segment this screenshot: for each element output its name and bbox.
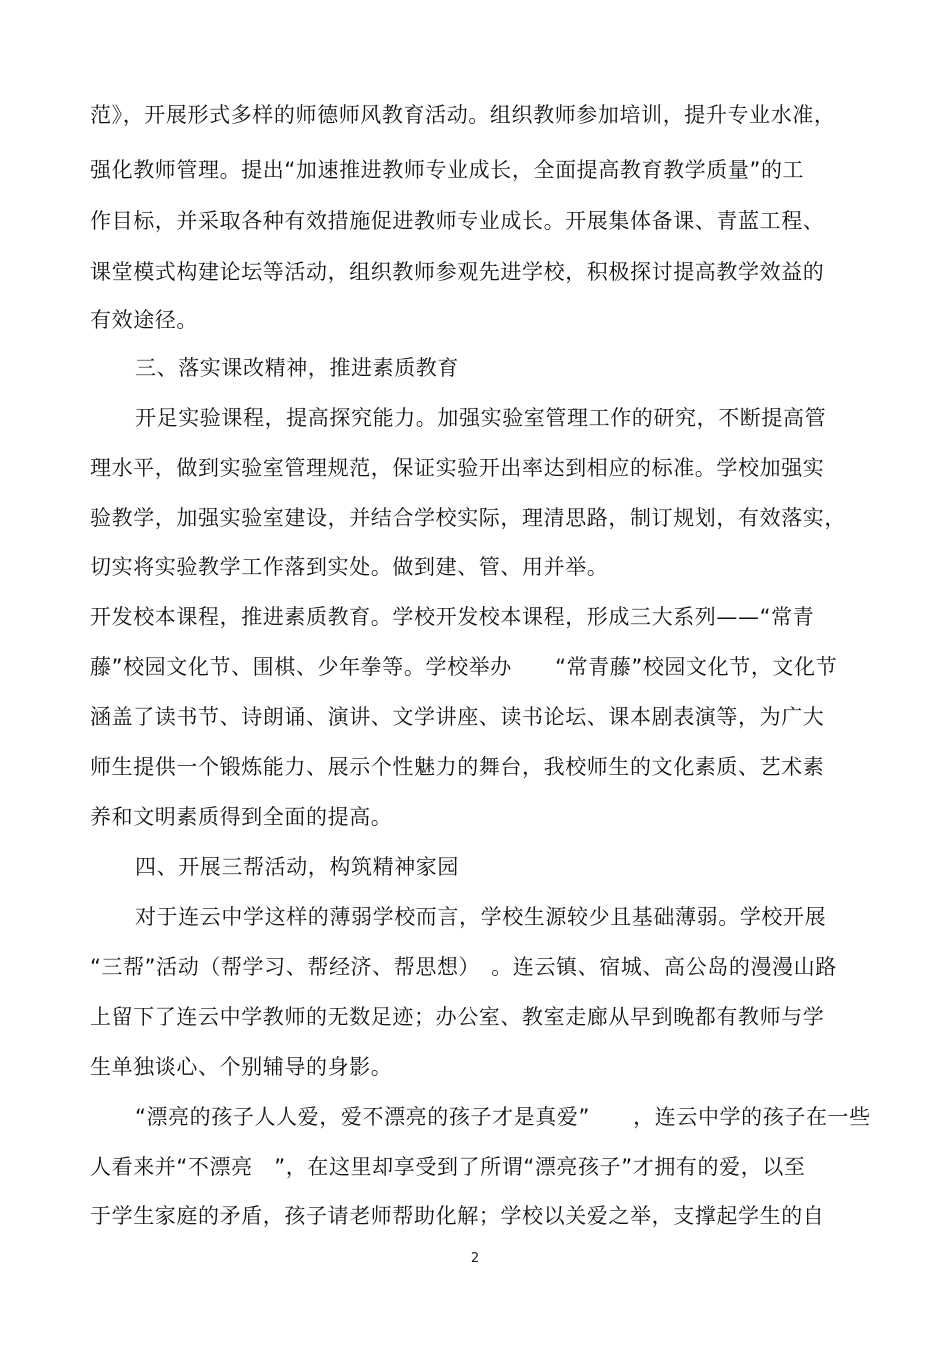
text-line: 藤”校园文化节、围棋、少年拳等。学校举办 “常青藤”校园文化节，文化节 [90, 655, 838, 679]
text-line: 于学生家庭的矛盾，孩子请老师帮助化解；学校以关爱之举，支撑起学生的自 [90, 1204, 825, 1228]
text-line: 师生提供一个锻炼能力、展示个性魅力的舞台，我校师生的文化素质、艺术素 [90, 755, 825, 779]
text-line: 开足实验课程，提高探究能力。加强实验室管理工作的研究，不断提高管 [135, 406, 827, 430]
text-line: 涵盖了读书节、诗朗诵、演讲、文学讲座、读书论坛、课本剧表演等，为广大 [90, 705, 825, 729]
text-line: “漂亮的孩子人人爱，爱不漂亮的孩子才是真爱” ，连云中学的孩子在一些 [135, 1105, 871, 1129]
text-line: 养和文明素质得到全面的提高。 [90, 805, 393, 829]
page-number: 2 [470, 1251, 480, 1266]
text-line: 人看来并“不漂亮 ”，在这里却享受到了所谓“漂亮孩子”才拥有的爱，以至 [90, 1155, 806, 1179]
text-line: 对于连云中学这样的薄弱学校而言，学校生源较少且基础薄弱。学校开展 [135, 905, 827, 929]
text-line: 生单独谈心、个别辅导的身影。 [90, 1055, 393, 1079]
text-line: 验教学，加强实验室建设，并结合学校实际，理清思路，制订规划，有效落实， [90, 506, 846, 530]
section-heading: 三、落实课改精神，推进素质教育 [135, 356, 459, 380]
text-line: 强化教师管理。提出“加速推进教师专业成长，全面提高教育教学质量”的工 [90, 158, 805, 182]
text-line: 切实将实验教学工作落到实处。做到建、管、用并举。 [90, 555, 609, 579]
text-line: 范》，开展形式多样的师德师风教育活动。组织教师参加培训，提升专业水准， [90, 103, 836, 127]
text-line: “三帮”活动（帮学习、帮经济、帮思想） 。连云镇、宿城、高公岛的漫漫山路 [90, 955, 837, 979]
text-line: 上留下了连云中学教师的无数足迹；办公室、教室走廊从早到晚都有教师与学 [90, 1005, 825, 1029]
section-heading: 四、开展三帮活动，构筑精神家园 [135, 855, 459, 879]
text-line: 有效途径。 [90, 308, 198, 332]
text-line: 作目标，并采取各种有效措施促进教师专业成长。开展集体备课、青蓝工程、 [90, 209, 825, 233]
text-line: 开发校本课程，推进素质教育。学校开发校本课程，形成三大系列——“常青 [90, 605, 815, 629]
text-line: 课堂模式构建论坛等活动，组织教师参观先进学校，积极探讨提高教学效益的 [90, 260, 825, 284]
text-line: 理水平，做到实验室管理规范，保证实验开出率达到相应的标准。学校加强实 [90, 456, 825, 480]
